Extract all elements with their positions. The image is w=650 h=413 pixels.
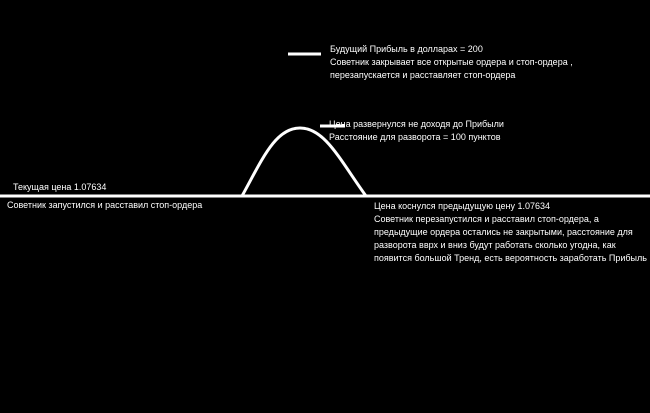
touch-annotation-line-4: разворота вврх и вниз будут работать сколько угодна, как — [374, 240, 616, 250]
touch-annotation — [374, 200, 647, 265]
reversal-annotation — [329, 118, 504, 144]
profit-annotation-line-3: перезапускается и расставляет стоп-ордера — [330, 70, 516, 80]
reversal-annotation-line-1: Цена развернулся не доходя до Прибыли — [329, 119, 504, 129]
start-annotation: Советник запустился и расставил стоп-ордера — [7, 200, 203, 210]
reversal-annotation-line-2: Расстояние для разворота = 100 пунктов — [329, 132, 501, 142]
profit-annotation-line-1: Будущий Прибыль в долларах = 200 — [330, 44, 483, 54]
profit-annotation — [330, 43, 573, 82]
profit-annotation-line-2: Советник закрывает все открытые ордера и стоп-ордера , — [330, 57, 573, 67]
touch-annotation-line-1: Цена коснулся предыдущую цену 1.07634 — [374, 201, 551, 211]
current-price-label: Текущая цена 1.07634 — [13, 182, 107, 192]
touch-annotation-line-2: Советник перезапустился и расставил стоп-ордера, а — [374, 214, 599, 224]
touch-annotation-line-3: предыдущие ордера остались не закрытыми, расстояние для — [374, 227, 633, 237]
touch-annotation-line-5: появится большой Тренд, есть вероятность заработать Прибыль — [374, 253, 647, 263]
